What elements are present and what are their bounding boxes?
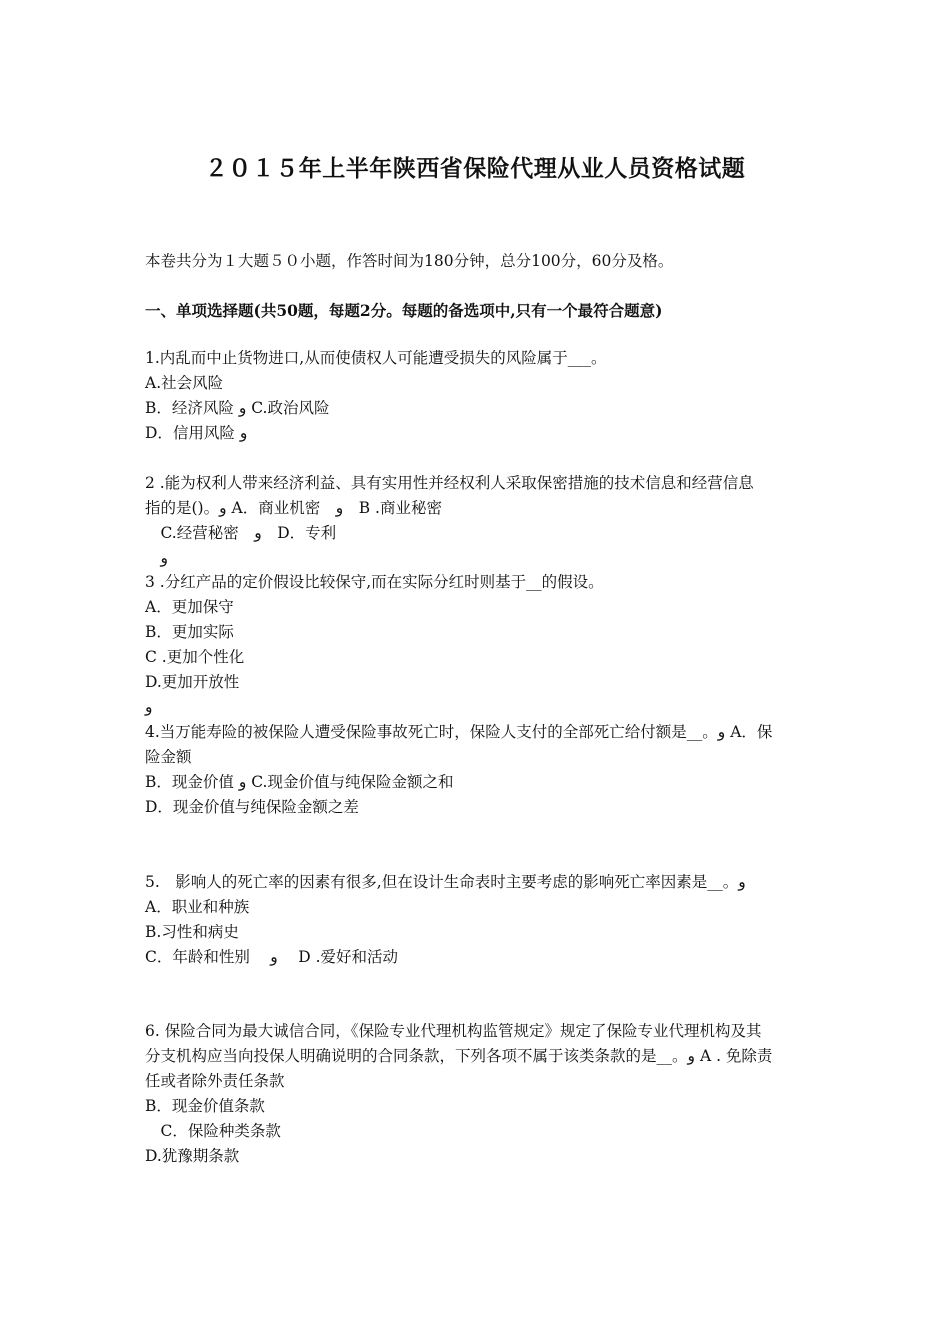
question-2-stem: 指的是()。و A．商业机密 و B .商业秘密 (145, 499, 442, 517)
question-1-option: B．经济风险 و C.政治风险 (145, 399, 330, 417)
question-2-stem: 2 .能为权利人带来经济利益、具有实用性并经权利人采取保密措施的技术信息和经营信息 (145, 474, 754, 492)
question-5-stem: 5. 影响人的死亡率的因素有很多,但在设计生命表时主要考虑的影响死亡率因素是__。و (145, 873, 746, 891)
section-heading: 一、单项选择题(共50题，每题2分。每题的备选项中,只有一个最符合题意) (145, 301, 663, 320)
question-3-stem: 3 .分红产品的定价假设比较保守,而在实际分红时则基于__的假设。 (145, 573, 604, 591)
question-6-stem: 任或者除外责任条款 (145, 1072, 285, 1090)
question-3-option: C .更加个性化 (145, 648, 245, 666)
question-5-option: A．职业和种族 (145, 898, 250, 916)
question-3-option: A．更加保守 (145, 598, 234, 616)
question-2-mark: و (145, 549, 169, 567)
question-6-stem: 6. 保险合同为最大诚信合同，《保险专业代理机构监管规定》规定了保险专业代理机构及其 (145, 1022, 762, 1040)
question-6-option: D.犹豫期条款 (145, 1147, 240, 1165)
exam-intro: 本卷共分为１大题５０小题，作答时间为180分钟，总分100分，60分及格。 (145, 252, 674, 270)
question-4-stem: 险金额 (145, 748, 192, 766)
question-3-option: B．更加实际 (145, 623, 234, 641)
question-6-option: C．保险种类条款 (145, 1122, 281, 1140)
question-3-mark: و (145, 698, 153, 716)
question-5-option: C．年龄和性别 و D .爱好和活动 (145, 948, 399, 966)
question-4-option: B．现金价值 و C.现金价值与纯保险金额之和 (145, 773, 454, 791)
question-1-option: D．信用风险 و (145, 424, 248, 442)
question-4-option: D．现金价值与纯保险金额之差 (145, 798, 359, 816)
question-2-option: C.经营秘密 و D．专利 (145, 524, 337, 542)
question-1-stem: 1.内乱而中止货物进口,从而使债权人可能遭受损失的风险属于___。 (145, 349, 607, 367)
question-1-option: A.社会风险 (145, 374, 224, 392)
question-6-stem: 分支机构应当向投保人明确说明的合同条款，下列各项不属于该类条款的是__。و A . 免除责 (145, 1047, 773, 1065)
question-6-option: B．现金价值条款 (145, 1097, 265, 1115)
question-5-option: B.习性和病史 (145, 923, 239, 941)
question-4-stem: 4.当万能寿险的被保险人遭受保险事故死亡时，保险人支付的全部死亡给付额是__。و A．保 (145, 723, 773, 741)
document-title: ２０１５年上半年陕西省保险代理从业人员资格试题 (204, 156, 746, 182)
question-3-option: D.更加开放性 (145, 673, 240, 691)
